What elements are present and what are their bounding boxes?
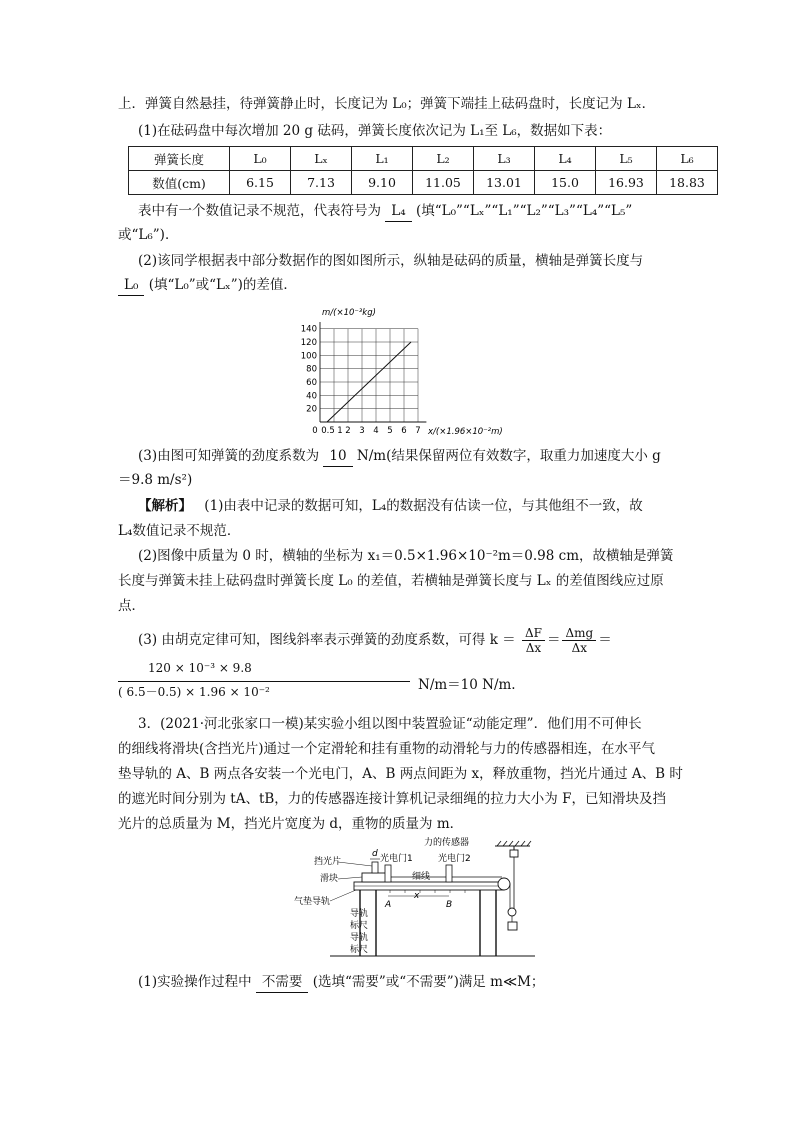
table-cell: L₀ — [230, 147, 291, 171]
point-b-label: B — [446, 900, 453, 910]
table-cell: L₃ — [474, 147, 535, 171]
problem-3-q1 — [138, 972, 544, 993]
shutter-icon — [372, 862, 378, 873]
problem-3-cont: 垫导轨的 A、B 两点各安装一个光电门，A、B 两点间距为 x，释放重物，挡光片通过 A、B 时 — [118, 766, 683, 782]
distance-label: x — [414, 891, 420, 901]
fraction: $\frac{\text{Δmg}}{\Delta x}$ — [562, 626, 596, 655]
x-tick-label: 0.5 — [321, 426, 335, 436]
analysis-1-text: (1)由表中记录的数据可知，L₄的数据没有估读一位，与其他组不一致，故 — [204, 498, 643, 514]
photogate-1-icon — [385, 865, 391, 882]
y-tick-label: 100 — [300, 351, 317, 362]
analysis-2-cont2: 点． — [118, 598, 145, 614]
analysis-label: 【解析】 — [138, 498, 192, 514]
table-cell: L₆ — [657, 147, 718, 171]
table-row — [129, 171, 718, 195]
x-tick-label: 1 — [337, 426, 343, 436]
answer-blank: L₄ — [385, 201, 411, 222]
table-cell: 弹簧长度 — [129, 147, 230, 171]
rail-label: 导轨 — [350, 933, 369, 943]
analysis-3: (3) 由胡克定律可知，图线斜率表示弹簧的劲度系数，可得 k ＝ $\frac{\Delta F}{\Delta x}$ ＝ $\frac{\text{Δmg}}{\Delta x}$ ＝ — [138, 626, 612, 655]
y-tick-label: 60 — [306, 378, 317, 388]
apparatus-diagram — [290, 832, 540, 960]
question-1b — [138, 201, 632, 222]
question-2: (2)该同学根据表中部分数据作的图如图所示，纵轴是砝码的质量，横轴是弹簧长度与 — [138, 253, 644, 269]
table-cell: 18.83 — [657, 171, 718, 195]
calc-numerator: 120 × 10⁻³ × 9.8 — [148, 661, 252, 675]
rail-label: 导轨 — [350, 909, 369, 919]
analysis-1 — [138, 496, 643, 516]
x-tick-label: 6 — [401, 426, 407, 436]
movable-pulley-icon — [508, 908, 516, 916]
photogate-2-icon — [446, 865, 452, 882]
q3-text: (3)由图可知弹簧的劲度系数为 — [138, 448, 320, 464]
question-3 — [138, 446, 661, 467]
y-tick-label: 120 — [300, 338, 317, 348]
x-tick-label: 4 — [373, 426, 379, 436]
analysis-2: (2)图像中质量为 0 时，横轴的坐标为 x₁＝0.5×1.96×10⁻²m＝0.98 cm，故横轴是弹簧 — [138, 548, 674, 564]
analysis-2-cont: 长度与弹簧未挂上砝码盘时弹簧长度 L₀ 的差值，若横轴是弹簧长度与 Lₓ 的差值图线应过原 — [118, 573, 664, 589]
slider-block — [362, 873, 388, 882]
scale-label: 标尺 — [350, 921, 369, 931]
calc-result: N/m＝10 N/m. — [418, 677, 516, 693]
scale-label: 标尺 — [350, 945, 369, 955]
q1b-options: (填“L₀”“Lₓ”“L₁”“L₂”“L₃”“L₄”“L₅” — [415, 203, 633, 219]
x-tick-label: 7 — [415, 426, 421, 436]
x-axis-label: x/(×1.96×10⁻²m) — [428, 427, 503, 437]
fraction: $\frac{\Delta F}{\Delta x}$ — [522, 626, 545, 655]
p3-q1-options: (选填“需要”或“不需要”)满足 m≪M； — [312, 974, 545, 990]
q2-options: (填“L₀”或“Lₓ”)的差值． — [148, 277, 297, 293]
table-cell: 数值(cm) — [129, 171, 230, 195]
problem-3-cont: 的细线将滑块(含挡光片)通过一个定滑轮和挂有重物的动滑轮与力的传感器相连，在水平气 — [118, 741, 656, 757]
slider-label: 滑块 — [320, 874, 339, 884]
y-tick-label: 140 — [300, 324, 317, 335]
string-label: 细线 — [412, 872, 431, 882]
analysis-3-text: (3) 由胡克定律可知，图线斜率表示弹簧的劲度系数，可得 k ＝ — [138, 632, 516, 648]
y-tick-label: 20 — [306, 404, 317, 415]
gate-2-label: 光电门2 — [438, 854, 471, 864]
answer-blank: 不需要 — [256, 972, 309, 993]
table-cell: 15.0 — [535, 171, 596, 195]
calc-denominator: ( 6.5－0.5) × 1.96 × 10⁻² — [118, 685, 270, 699]
weight-icon — [508, 922, 517, 930]
mass-length-chart — [292, 305, 522, 440]
x-tick-label: 5 — [387, 426, 393, 436]
intro-line: 上．弹簧自然悬挂，待弹簧静止时，长度记为 L₀；弹簧下端挂上砝码盘时，长度记为 Lₓ． — [118, 96, 656, 112]
air-track-label: 气垫导轨 — [294, 897, 331, 907]
x-tick-label: 3 — [359, 426, 365, 436]
y-tick-label: 40 — [306, 391, 317, 402]
table-cell: L₂ — [413, 147, 474, 171]
table-cell: L₁ — [352, 147, 413, 171]
p3-q1-text: (1)实验操作过程中 — [138, 974, 252, 990]
q3-note: N/m(结果保留两位有效数字，取重力加速度大小 g — [356, 448, 661, 464]
gate-1-label: 光电门1 — [380, 854, 413, 864]
table-cell: L₄ — [535, 147, 596, 171]
shutter-label: 挡光片 — [314, 857, 342, 867]
table-cell: 7.13 — [291, 171, 352, 195]
x-tick-label: 0 — [312, 426, 318, 436]
question-3-cont: ＝9.8 m/s²) — [118, 472, 193, 488]
answer-blank: L₀ — [118, 275, 144, 296]
x-tick-label: 2 — [345, 426, 351, 436]
table-cell: L₅ — [596, 147, 657, 171]
table-cell: 6.15 — [230, 171, 291, 195]
question-1: (1)在砝码盘中每次增加 20 g 砝码，弹簧长度依次记为 L₁至 L₆，数据如下表： — [138, 123, 612, 139]
problem-3: 3．(2021·河北张家口一模)某实验小组以图中装置验证“动能定理”．他们用不可伸长 — [138, 716, 642, 732]
point-a-label: A — [385, 900, 392, 910]
table-cell: 16.93 — [596, 171, 657, 195]
force-sensor-icon — [510, 850, 518, 857]
question-2-cont — [118, 275, 297, 296]
table-cell: 13.01 — [474, 171, 535, 195]
table-cell: 11.05 — [413, 171, 474, 195]
force-sensor-label: 力的传感器 — [424, 838, 470, 848]
fixed-pulley-icon — [498, 878, 510, 890]
width-label: d — [372, 849, 378, 859]
answer-blank: 10 — [323, 446, 352, 467]
spring-length-table — [128, 146, 718, 195]
table-header-row — [129, 147, 718, 171]
table-cell: 9.10 — [352, 171, 413, 195]
analysis-1-cont: L₄数值记录不规范． — [118, 523, 241, 539]
problem-3-cont: 的遮光时间分别为 tA、tB，力的传感器连接计算机记录细绳的拉力大小为 F，已知滑块及挡 — [118, 791, 666, 807]
table-cell: Lₓ — [291, 147, 352, 171]
question-1b-cont: 或“L₆”)． — [118, 227, 179, 243]
y-tick-label: 80 — [306, 364, 317, 375]
q1b-text: 表中有一个数值记录不规范，代表符号为 — [138, 203, 381, 219]
y-axis-label: m/(×10⁻³kg) — [322, 308, 376, 318]
problem-3-cont: 光片的总质量为 M，挡光片宽度为 d，重物的质量为 m． — [118, 816, 464, 832]
